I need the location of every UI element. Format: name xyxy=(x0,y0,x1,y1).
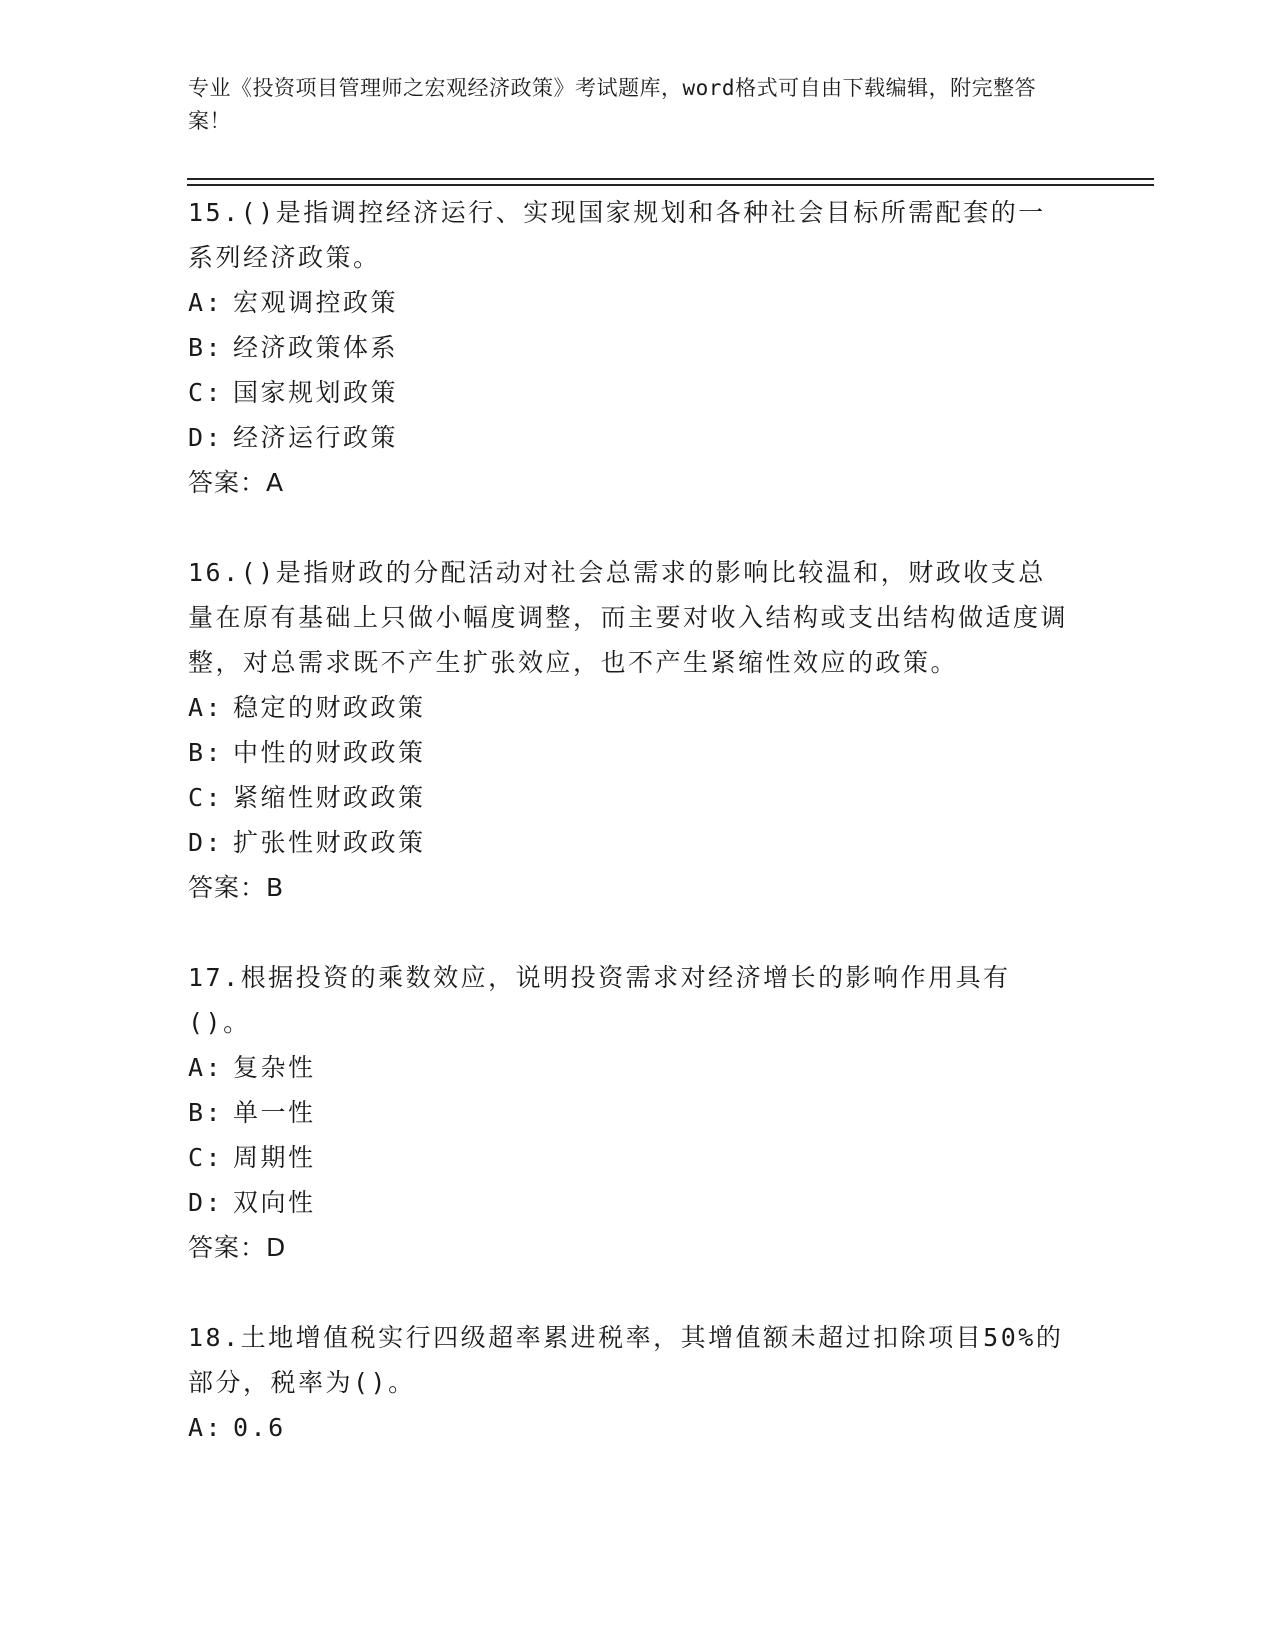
question-number: 15. xyxy=(188,198,241,227)
option-a xyxy=(188,1405,1068,1450)
answer-label: 答案： xyxy=(188,468,267,497)
option-text: 周期性 xyxy=(233,1143,316,1172)
option-text: 复杂性 xyxy=(233,1053,316,1082)
header-divider-top xyxy=(187,178,1154,180)
question-18 xyxy=(188,1315,1068,1450)
question-16 xyxy=(188,550,1068,910)
option-label: A: xyxy=(188,288,224,317)
question-body: ()是指调控经济运行、实现国家规划和各种社会目标所需配套的一系列经济政策。 xyxy=(188,198,1046,272)
question-text xyxy=(188,955,1068,1045)
option-label: B: xyxy=(188,738,224,767)
answer-label: 答案： xyxy=(188,1233,267,1262)
option-c xyxy=(188,775,1068,820)
option-text: 单一性 xyxy=(233,1098,316,1127)
option-label: C: xyxy=(188,378,224,407)
option-d xyxy=(188,1180,1068,1225)
option-label: C: xyxy=(188,783,224,812)
option-label: A: xyxy=(188,1413,224,1442)
option-text: 扩张性财政政策 xyxy=(233,828,426,857)
question-list xyxy=(188,190,1068,1495)
option-label: D: xyxy=(188,828,224,857)
option-label: A: xyxy=(188,693,224,722)
option-label: D: xyxy=(188,1188,224,1217)
question-17 xyxy=(188,955,1068,1270)
option-d xyxy=(188,820,1068,865)
option-text: 双向性 xyxy=(233,1188,316,1217)
option-c xyxy=(188,370,1068,415)
question-text xyxy=(188,190,1068,280)
option-text: 中性的财政政策 xyxy=(233,738,426,767)
answer-value: B xyxy=(266,873,285,902)
option-label: D: xyxy=(188,423,224,452)
option-label: C: xyxy=(188,1143,224,1172)
answer-line xyxy=(188,1225,1068,1270)
option-a xyxy=(188,280,1068,325)
option-text: 紧缩性财政政策 xyxy=(233,783,426,812)
option-text: 经济政策体系 xyxy=(233,333,399,362)
question-body: 土地增值税实行四级超率累进税率，其增值额未超过扣除项目50%的部分，税率为()。 xyxy=(188,1323,1064,1397)
answer-value: A xyxy=(266,468,285,497)
question-number: 16. xyxy=(188,558,241,587)
option-b xyxy=(188,325,1068,370)
option-a xyxy=(188,685,1068,730)
question-number: 17. xyxy=(188,963,241,992)
answer-line xyxy=(188,865,1068,910)
answer-value: D xyxy=(266,1233,287,1262)
option-text: 国家规划政策 xyxy=(233,378,399,407)
answer-label: 答案： xyxy=(188,873,267,902)
option-b xyxy=(188,730,1068,775)
option-label: B: xyxy=(188,333,224,362)
option-b xyxy=(188,1090,1068,1135)
question-15 xyxy=(188,190,1068,505)
question-text xyxy=(188,550,1068,685)
option-text: 宏观调控政策 xyxy=(233,288,399,317)
question-body: ()是指财政的分配活动对社会总需求的影响比较温和，财政收支总量在原有基础上只做小幅度调整，而主要对收入结构或支出结构做适度调整，对总需求既不产生扩张效应，也不产生紧缩性效应的政策。 xyxy=(188,558,1069,677)
header-divider-bottom xyxy=(187,184,1154,186)
option-a xyxy=(188,1045,1068,1090)
option-label: B: xyxy=(188,1098,224,1127)
question-number: 18. xyxy=(188,1323,241,1352)
option-d xyxy=(188,415,1068,460)
document-intro: 专业《投资项目管理师之宏观经济政策》考试题库，word格式可自由下载编辑，附完整答案！ xyxy=(188,76,1037,133)
option-c xyxy=(188,1135,1068,1180)
option-text: 经济运行政策 xyxy=(233,423,399,452)
question-text xyxy=(188,1315,1068,1405)
question-body: 根据投资的乘数效应，说明投资需求对经济增长的影响作用具有()。 xyxy=(188,963,1011,1037)
option-label: A: xyxy=(188,1053,224,1082)
answer-line xyxy=(188,460,1068,505)
option-text: 稳定的财政政策 xyxy=(233,693,426,722)
option-text: 0.6 xyxy=(233,1413,286,1442)
